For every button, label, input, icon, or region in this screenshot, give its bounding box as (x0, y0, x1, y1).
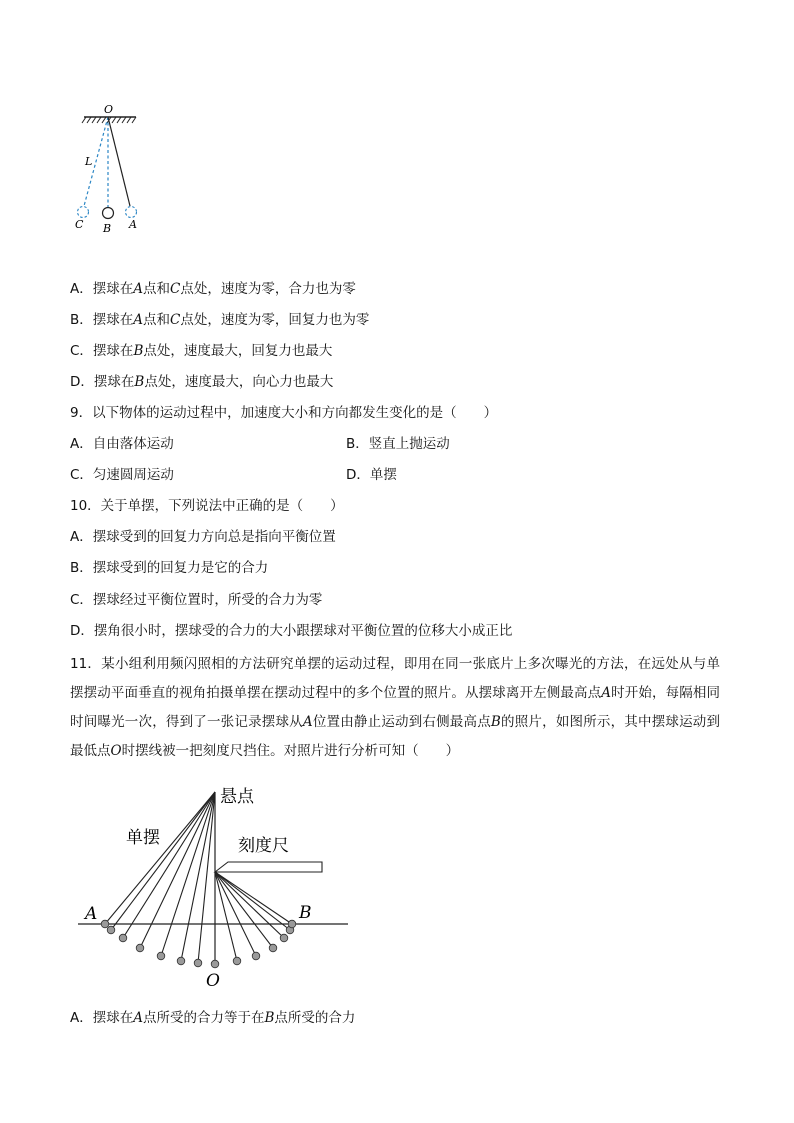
ruler (215, 862, 322, 872)
q10-option-d: D．摆角很小时，摆球受的合力的大小跟摆球对平衡位置的位移大小成正比 (70, 623, 513, 639)
label-pivot: 悬点 (220, 787, 254, 807)
label-pendulum: 单摆 (126, 828, 160, 848)
label-c: C (75, 218, 84, 231)
label-b: B (299, 903, 312, 923)
label-o: O (206, 971, 220, 991)
label-o: O (104, 103, 114, 116)
right-strings (215, 872, 292, 961)
label-a: A (129, 218, 137, 231)
q10-option-b: B．摆球受到的回复力是它的合力 (70, 560, 269, 576)
pendulum-bobs (101, 920, 296, 968)
q9-stem: 9．以下物体的运动过程中，加速度大小和方向都发生变化的是（ ） (70, 405, 498, 421)
q9-option-a: A．自由落体运动 (70, 436, 174, 452)
strobe-pendulum-figure (70, 780, 360, 995)
q9-option-b: B．竖直上抛运动 (346, 436, 450, 452)
label-a: A (85, 904, 98, 924)
bob-a (126, 207, 137, 218)
bob-c (78, 207, 89, 218)
label-l: L (85, 155, 93, 168)
q8-option-c: C．摆球在B点处，速度最大，回复力也最大 (70, 343, 333, 359)
q10-option-a: A．摆球受到的回复力方向总是指向平衡位置 (70, 529, 336, 545)
q8-option-b: B．摆球在A点和C点处，速度为零，回复力也为零 (70, 312, 370, 328)
q8-option-d: D．摆球在B点处，速度最大，向心力也最大 (70, 374, 334, 390)
label-ruler: 刻度尺 (238, 836, 289, 856)
q8-option-a: A．摆球在A点和C点处，速度为零，合力也为零 (70, 281, 356, 297)
q11-stem: 11．某小组利用频闪照相的方法研究单摆的运动过程，即用在同一张底片上多次曝光的方法，在远处从与单摆摆动平面垂直的视角拍摄单摆在摆动过程中的多个位置的照片。从摆球离开左侧最高点A时开始，每隔相同时间曝光一次，得到了一张记录摆球从A位置由静止运动到右侧最高点B的照片，如图所示，其中摆球运动到最低点O时摆线被一把刻度尺挡住。对照片进行分析可知（ ） (70, 656, 721, 759)
q11-option-a: A．摆球在A点所受的合力等于在B点所受的合力 (70, 1010, 356, 1026)
q9-option-c: C．匀速圆周运动 (70, 467, 174, 483)
string-a (108, 117, 130, 206)
q10-stem: 10．关于单摆，下列说法中正确的是（ ） (70, 498, 344, 514)
label-b: B (103, 222, 112, 235)
q10-option-c: C．摆球经过平衡位置时，所受的合力为零 (70, 592, 323, 608)
bob-b (103, 208, 114, 219)
q9-option-d: D．单摆 (346, 467, 397, 483)
pendulum-figure (70, 100, 160, 240)
